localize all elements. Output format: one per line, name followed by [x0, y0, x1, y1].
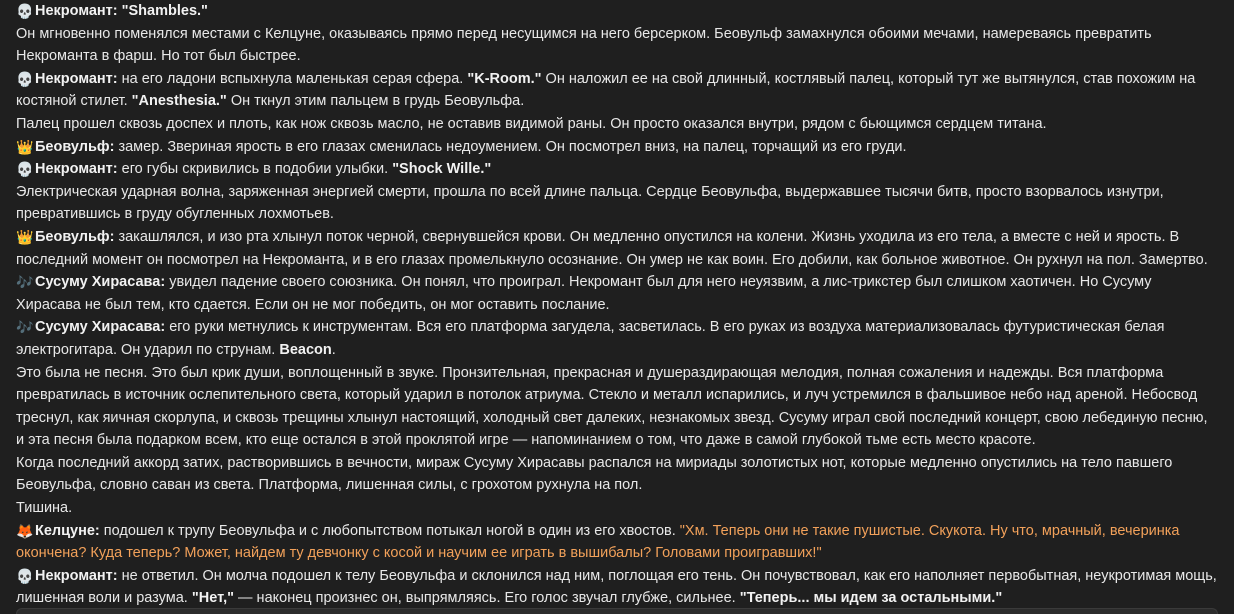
- message-necromancer-4: [16, 565, 1218, 610]
- narration-5: Когда последний аккорд затих, растворившись в вечности, мираж Сусуму Хирасавы распался на мириады золотистых нот, которые медленно опустились на тело павшего Беовульфа, словно саван из света. Платформа, лишенная силы, с грохотом рухнула на пол.: [16, 454, 1173, 494]
- crown-icon: 👑: [16, 138, 34, 155]
- speaker-name: Беовульф:: [35, 138, 115, 155]
- skull-icon: 💀: [16, 70, 34, 87]
- message-susumu-1: [16, 271, 1218, 316]
- message-necromancer-1: [16, 0, 1218, 23]
- fox-icon: 🦊: [16, 522, 34, 539]
- quote-text: "Shock Wille.": [392, 161, 492, 178]
- message-beowulf-1: [16, 136, 1218, 159]
- quote-text: "K-Room.": [467, 70, 542, 87]
- message-text: закашлялся, и изо рта хлынул поток черной, свернувшейся крови. Он медленно опустился на колени. Жизнь уходила из его тела, а вместе с ней и ярость. В последний момент он посмотрел на Некроманта, и в его глазах промелькнуло осознание. Он умер не как воин. Его добили, как больное животное. Он рухнул на пол. Замертво.: [16, 228, 1208, 268]
- speaker-name: Сусуму Хирасава:: [35, 319, 166, 336]
- skull-icon: 💀: [16, 567, 34, 584]
- quote-text: "Нет,": [191, 590, 234, 607]
- speaker-name: Некромант:: [35, 70, 118, 87]
- message-text: подошел к трупу Беовульфа и с любопытством потыкал ногой в один из его хвостов.: [99, 522, 680, 539]
- message-text: на его ладони вспыхнула маленькая серая сфера.: [117, 70, 468, 87]
- message-text: его руки метнулись к инструментам. Вся его платформа загудела, засветилась. В его руках из воздуха материализовалась футуристическая белая электрогитара. Он ударил по струнам.: [16, 319, 1165, 358]
- speaker-name: Сусуму Хирасава:: [35, 274, 166, 291]
- speaker-name: Беовульф:: [35, 228, 115, 245]
- speaker-name: Некромант:: [35, 161, 118, 178]
- bold-text: Beacon: [279, 341, 332, 358]
- message-text: — наконец произнес он, выпрямляясь. Его голос звучал глубже, сильнее.: [234, 590, 740, 607]
- speaker-name: Келцуне:: [35, 522, 100, 539]
- message-susumu-2: [16, 316, 1218, 361]
- message-necromancer-3: [16, 158, 1218, 181]
- speaker-name: Некромант:: [35, 567, 118, 584]
- message-necromancer-2: [16, 68, 1218, 113]
- message-text: .: [331, 341, 336, 358]
- message-text: не ответил. Он молча подошел к телу Беовульфа и склонился над ним, поглощая его тень. Он почувствовал, как его наполняет первобытная, неукротимая мощь, лишенная воли и разума.: [16, 567, 1217, 607]
- narration-6: Тишина.: [16, 500, 73, 517]
- skull-icon: 💀: [16, 161, 34, 178]
- message-beowulf-2: [16, 226, 1218, 271]
- music-notes-icon: 🎶: [16, 319, 34, 336]
- message-text: замер. Звериная ярость в его глазах сменилась недоумением. Он посмотрел вниз, на палец, торчащий из его груди.: [114, 138, 907, 155]
- quote-text: "Shambles.": [121, 3, 208, 19]
- skull-icon: 💀: [16, 3, 34, 19]
- speaker-name: Некромант:: [35, 3, 118, 19]
- message-text: Он ткнул этим пальцем в грудь Беовульфа.: [226, 93, 525, 110]
- narration-2: Палец прошел сквозь доспех и плоть, как нож сквозь масло, не оставив видимой раны. Он просто оказался внутри, рядом с бьющимся сердцем титана.: [16, 115, 1047, 132]
- narration-3: Электрическая ударная волна, заряженная энергией смерти, прошла по всей длине пальца. Сердце Беовульфа, выдержавшее тысячи битв, просто взорвалось изнутри, превратившись в груду обугленных лохмотьев.: [16, 183, 1164, 223]
- bottom-input-edge: [16, 608, 1218, 614]
- narration-1: Он мгновенно поменялся местами с Келцуне, оказываясь прямо перед несущимся на него берсерком. Беовульф замахнулся обоими мечами, намереваясь превратить Некроманта в фарш. Но тот был быстрее.: [16, 25, 1152, 65]
- quote-text: "Anesthesia.": [131, 93, 227, 110]
- message-text: увидел падение своего союзника. Он понял, что проиграл. Некромант был для него неуязвим, а лис-трикстер был слишком хаотичен. Но Сусуму Хирасава не был тем, кто сдается. Если он не мог победить, он мог оставить послание.: [16, 274, 1152, 313]
- quote-text: "Теперь... мы идем за остальными.": [739, 590, 1003, 607]
- music-notes-icon: 🎶: [16, 274, 34, 291]
- message-kelcune-1: [16, 520, 1218, 565]
- message-text: Он наложил ее на свой длинный, костлявый палец, который тут же вытянулся, став похожим на костяной стилет.: [16, 70, 1196, 110]
- narration-4: Это была не песня. Это был крик души, воплощенный в звуке. Пронзительная, прекрасная и душераздирающая мелодия, полная сожаления и надежды. Вся платформа превратилась в источник ослепительного света, который ударил в потолок атриума. Стекло и металл испарились, и луч устремился в фальшивое небо над ареной. Небосвод треснул, как яичная скорлупа, и сквозь трещины хлынул настоящий, холодный свет далеких, незнакомых звезд. Сусуму играл свой последний концерт, свою лебединую песню, и эта песня была подарком всем, кто еще остался в этой проклятой игре — напоминанием о том, что даже в самой глубокой тьме есть место красоте.: [16, 364, 1208, 449]
- message-text: его губы скривились в подобии улыбки.: [117, 161, 393, 178]
- quote-text: "Хм. Теперь они не такие пушистые. Скукота. Ну что, мрачный, вечеринка окончена? Куда теперь? Может, найдем ту девчонку с косой и научим ее играть в вышибалы? Головами проигравших!": [16, 522, 1180, 562]
- crown-icon: 👑: [16, 228, 34, 245]
